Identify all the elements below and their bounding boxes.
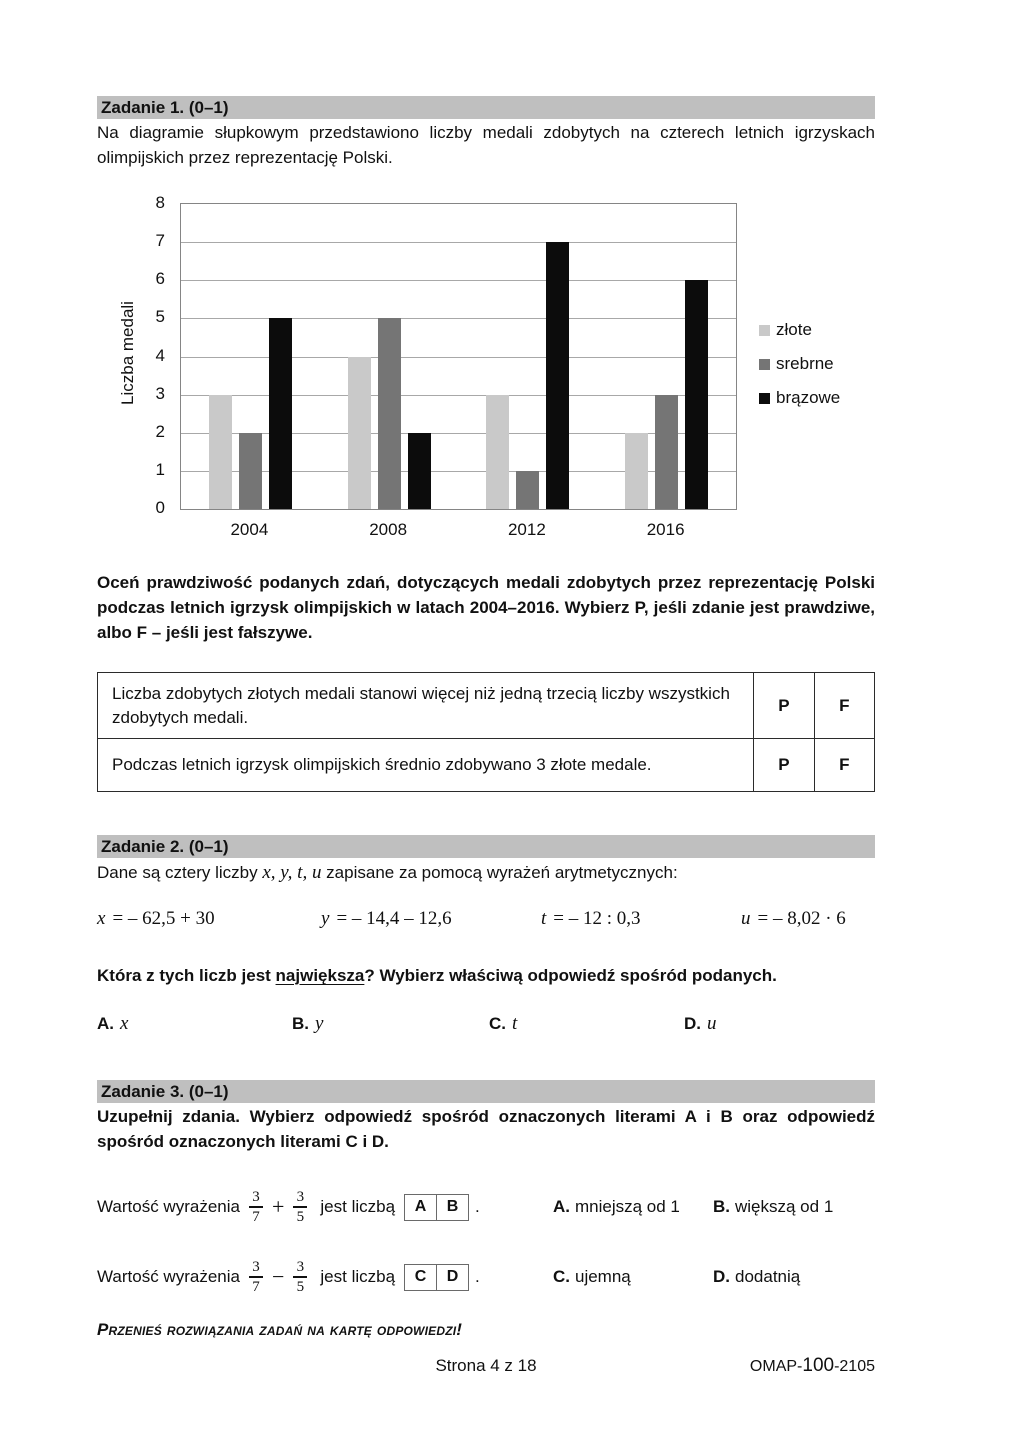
bar-zlote-2012 bbox=[486, 395, 509, 509]
task2-expressions bbox=[97, 908, 875, 938]
option-a-sentence1: A. mniejszą od 1 bbox=[553, 1197, 680, 1216]
statement-row bbox=[98, 739, 875, 792]
x-tick-label: 2016 bbox=[646, 520, 685, 539]
bar-srebrne-2016 bbox=[655, 395, 678, 509]
x-tick-label: 2012 bbox=[507, 520, 546, 539]
gridline bbox=[181, 357, 736, 358]
truefalse-table bbox=[97, 672, 875, 792]
answer-box-ab: A B bbox=[404, 1194, 469, 1221]
underlined-word: największa bbox=[275, 966, 365, 985]
y-tick-label: 7 bbox=[155, 231, 165, 251]
x-tick-label: 2008 bbox=[369, 520, 408, 539]
bar-zlote-2016 bbox=[625, 433, 648, 509]
legend-swatch bbox=[759, 359, 770, 370]
expression-t: t = – 12 : 0,3 bbox=[541, 908, 641, 929]
task3-sentence-2: Wartość wyrażenia $\frac{3}{7}$ − $\frac{3}{5}$ jest liczbą C D . C. ujemną D. dodatnią bbox=[97, 1258, 801, 1295]
bar-brazowe-2016 bbox=[685, 280, 708, 509]
y-tick-label: 2 bbox=[155, 421, 165, 441]
x-tick-label: 2004 bbox=[230, 520, 269, 539]
gridline bbox=[181, 433, 736, 434]
y-tick-label: 6 bbox=[155, 269, 165, 289]
gridline bbox=[181, 242, 736, 243]
answer-box-cd: C D bbox=[404, 1264, 469, 1291]
gridline bbox=[181, 318, 736, 319]
bar-brazowe-2008 bbox=[408, 433, 431, 509]
option-d-sentence2: D. dodatnią bbox=[713, 1267, 801, 1286]
expression-u: u = – 8,02 · 6 bbox=[741, 908, 846, 929]
task1-header: Zadanie 1. (0–1) bbox=[97, 96, 875, 119]
plus-operator: + bbox=[271, 1194, 285, 1219]
statement-row bbox=[98, 673, 875, 739]
legend-label: srebrne bbox=[776, 354, 834, 373]
legend-label: brązowe bbox=[776, 388, 841, 407]
y-tick-label: 0 bbox=[155, 498, 165, 517]
expression-x: x = – 62,5 + 30 bbox=[97, 908, 215, 929]
bar-zlote-2004 bbox=[209, 395, 232, 509]
legend-swatch bbox=[759, 325, 770, 336]
bar-srebrne-2004 bbox=[239, 433, 262, 509]
statement-text: Liczba zdobytych złotych medali stanowi więcej niż jedną trzecią liczby wszystkich zdobytych medali. bbox=[98, 673, 754, 739]
y-tick-label: 8 bbox=[155, 193, 165, 212]
fraction-3-7: $\frac{3}{7}$ bbox=[249, 1189, 263, 1226]
page-content bbox=[97, 0, 875, 1440]
footer-page-number: Strona 4 z 18 bbox=[435, 1356, 537, 1375]
bar-brazowe-2012 bbox=[546, 242, 569, 509]
p-cell: P bbox=[754, 739, 814, 792]
statement-text: Podczas letnich igrzysk olimpijskich średnio zdobywano 3 złote medale. bbox=[98, 739, 754, 792]
fraction-3-5: $\frac{3}{5}$ bbox=[293, 1259, 307, 1296]
footer-doc-code: OMAP-100-2105 bbox=[749, 1355, 875, 1376]
gridline bbox=[181, 280, 736, 281]
legend-item bbox=[759, 354, 840, 374]
task1-instruction: Oceń prawdziwość podanych zdań, dotyczących medali zdobytych przez reprezentację Polski podczas letnich igrzysk olimpijskich w latach 2004–2016. Wybierz P, jeśli zdanie jest prawdziwe, albo F – jeśli jest fałszywe. bbox=[97, 573, 875, 642]
task2-intro-before: Dane są cztery liczby bbox=[97, 863, 263, 882]
option-c: C. t bbox=[489, 1013, 518, 1034]
gridline bbox=[181, 395, 736, 396]
task2-header: Zadanie 2. (0–1) bbox=[97, 835, 875, 858]
option-b-sentence1: B. większą od 1 bbox=[713, 1197, 834, 1216]
bar-brazowe-2004 bbox=[269, 318, 292, 509]
minus-operator: − bbox=[271, 1264, 285, 1289]
bar-zlote-2008 bbox=[348, 357, 371, 510]
fraction-3-5: $\frac{3}{5}$ bbox=[293, 1189, 307, 1226]
task3-instruction: Uzupełnij zdania. Wybierz odpowiedź spośród oznaczonych literami A i B oraz odpowiedź spośród oznaczonych literami C i D. bbox=[97, 1107, 875, 1151]
gridline bbox=[181, 471, 736, 472]
option-b: B. y bbox=[292, 1013, 324, 1034]
p-cell: P bbox=[754, 673, 814, 739]
legend-label: złote bbox=[776, 320, 812, 339]
legend-item bbox=[759, 320, 840, 340]
option-d: D. u bbox=[684, 1013, 717, 1034]
chart-y-axis-title: Liczba medali bbox=[118, 301, 137, 405]
y-tick-label: 1 bbox=[155, 459, 165, 479]
task2-question: Która z tych liczb jest największa? Wybierz właściwą odpowiedź spośród podanych. bbox=[97, 966, 777, 985]
task2-options bbox=[97, 1013, 875, 1039]
bar-srebrne-2008 bbox=[378, 318, 401, 509]
task2-intro-variables: x, y, t, u bbox=[262, 862, 322, 883]
bar-srebrne-2012 bbox=[516, 471, 539, 509]
chart-plot-area bbox=[180, 203, 737, 510]
chart-legend bbox=[759, 320, 840, 422]
expression-y: y = – 14,4 – 12,6 bbox=[321, 908, 452, 929]
y-tick-label: 3 bbox=[155, 383, 165, 403]
task1-intro: Na diagramie słupkowym przedstawiono liczby medali zdobytych na czterech letnich igrzyskach olimpijskich przez reprezentację Polski. bbox=[97, 123, 875, 167]
task3-sentence-1: Wartość wyrażenia $\frac{3}{7}$ + $\frac{3}{5}$ jest liczbą A B . A. mniejszą od 1 B. większą od 1 bbox=[97, 1188, 834, 1225]
chart-y-tick-labels bbox=[97, 193, 165, 517]
legend-swatch bbox=[759, 393, 770, 404]
fraction-3-7: $\frac{3}{7}$ bbox=[249, 1259, 263, 1296]
legend-item bbox=[759, 388, 840, 408]
option-c-sentence2: C. ujemną bbox=[553, 1267, 631, 1286]
y-tick-label: 4 bbox=[155, 345, 165, 365]
task2-intro bbox=[97, 860, 875, 885]
task3-header: Zadanie 3. (0–1) bbox=[97, 1080, 875, 1103]
f-cell: F bbox=[814, 739, 874, 792]
chart-x-tick-labels bbox=[180, 520, 735, 544]
medal-chart bbox=[97, 190, 875, 560]
option-a: A. x bbox=[97, 1013, 129, 1034]
f-cell: F bbox=[814, 673, 874, 739]
y-tick-label: 5 bbox=[155, 307, 165, 327]
footer-transfer-note: Przenieś rozwiązania zadań na kartę odpowiedzi! bbox=[97, 1320, 463, 1339]
task2-intro-after: zapisane za pomocą wyrażeń arytmetycznych: bbox=[321, 863, 678, 882]
